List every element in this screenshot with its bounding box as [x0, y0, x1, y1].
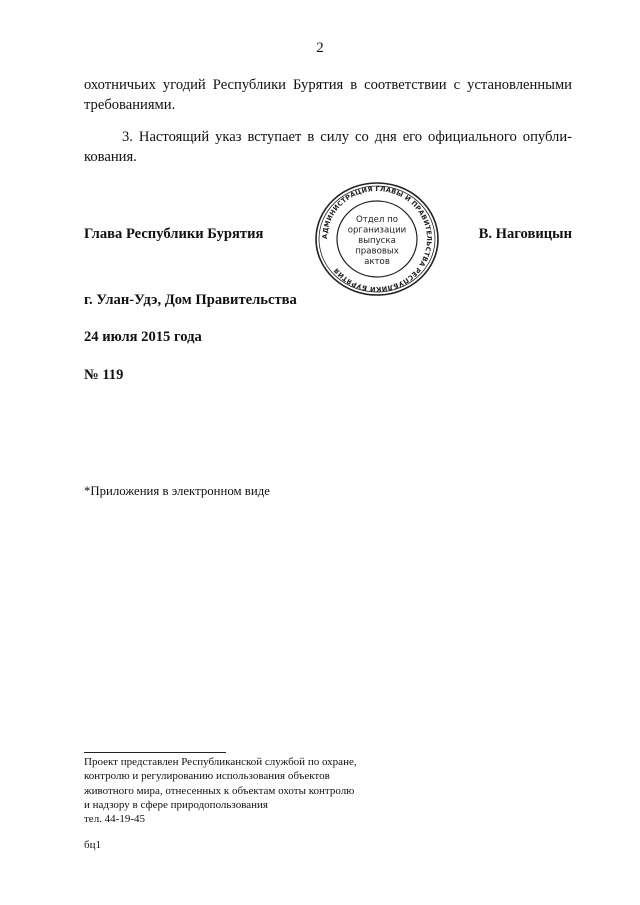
- paragraph-2-line-2: кования.: [84, 148, 137, 165]
- seal-center-line: организации: [347, 225, 407, 236]
- decree-date: 24 июля 2015 года: [84, 329, 202, 345]
- footer-line: тел. 44-19-45: [84, 813, 146, 826]
- seal-center-line: Отдел по: [355, 215, 399, 225]
- official-seal-stamp: [312, 180, 442, 298]
- seal-center-line: правовых: [355, 246, 399, 257]
- paragraph-2-line-1: 3. Настоящий указ вступает в силу со дня его официального опубли-: [122, 129, 572, 145]
- paragraph-1-line-1: охотничьих угодий Республики Бурятия в соответствии с установленными: [84, 77, 572, 93]
- footer-note: [84, 755, 384, 826]
- seal-center-line: актов: [364, 257, 390, 267]
- attachments-footnote: *Приложения в электронном виде: [84, 484, 270, 498]
- paragraph-2: [84, 128, 572, 167]
- footer-line: Проект представлен Республиканской службой по охране,: [84, 756, 357, 768]
- footer-line: животного мира, отнесенных к объектам охоты контролю: [84, 784, 355, 797]
- paragraph-1: [84, 76, 572, 115]
- footer-divider: [84, 752, 226, 753]
- footer-line: и надзору в сфере природопользования: [84, 798, 268, 811]
- page-number: 2: [316, 40, 324, 56]
- seal-center-line: выпуска: [358, 236, 396, 246]
- seal-graphic: [312, 180, 442, 298]
- document-code: бц1: [84, 839, 101, 851]
- footer-line: контролю и регулированию использования объектов: [84, 770, 330, 783]
- seal-ring-text: АДМИНИСТРАЦИЯ ГЛАВЫ И ПРАВИТЕЛЬСТВА РЕСПУБЛИКИ БУРЯТИЯ: [320, 184, 434, 294]
- place-of-signing: г. Улан-Удэ, Дом Правительства: [84, 292, 297, 308]
- paragraph-1-line-2: требованиями.: [84, 96, 176, 113]
- signatory-name: В. Наговицын: [478, 226, 572, 242]
- decree-number: № 119: [84, 367, 124, 383]
- signatory-position: Глава Республики Бурятия: [84, 226, 264, 242]
